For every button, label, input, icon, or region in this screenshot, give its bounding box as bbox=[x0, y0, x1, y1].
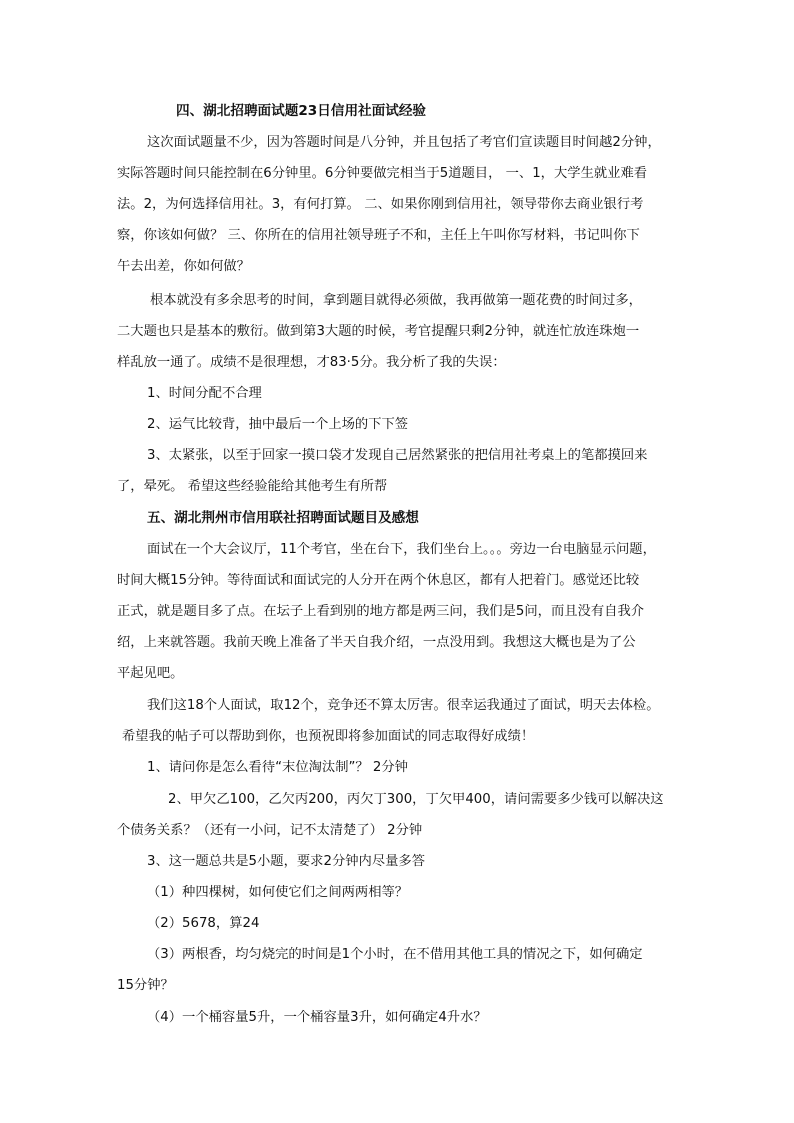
sub-question: （3）两根香，均匀烧完的时间是1个小时，在不借用其他工具的情况之下，如何确定 bbox=[147, 947, 643, 962]
list-item: 3、太紧张，以至于回家一摸口袋才发现自己居然紧张的把信用社考桌上的笔都摸回来 bbox=[147, 448, 648, 463]
question-item: 3、这一题总共是5小题，要求2分钟内尽量多答 bbox=[147, 854, 426, 869]
list-item: 1、时间分配不合理 bbox=[147, 386, 262, 401]
paragraph-line: 面试在一个大会议厅，11个考官，坐在台下，我们坐台上。。。旁边一台电脑显示问题， bbox=[147, 542, 656, 557]
section4-heading: 四、湖北招聘面试题23日信用社面试经验 bbox=[176, 103, 427, 119]
section5-heading: 五、湖北荆州市信用联社招聘面试题目及感想 bbox=[147, 510, 419, 526]
paragraph-line: 察，你该如何做？ 三、你所在的信用社领导班子不和，主任上午叫你写材料，书记叫你下 bbox=[117, 228, 640, 243]
paragraph-line: 根本就没有多余思考的时间，拿到题目就得必须做，我再做第一题花费的时间过多， bbox=[150, 293, 642, 308]
paragraph-line: 午去出差，你如何做？ bbox=[117, 259, 250, 274]
sub-question: （4）一个桶容量5升，一个桶容量3升，如何确定4升水？ bbox=[147, 1010, 487, 1025]
paragraph-line: 法。2，为何选择信用社。3，有何打算。 二、如果你刚到信用社，领导带你去商业银行考 bbox=[117, 197, 644, 212]
paragraph-line: 这次面试题量不少，因为答题时间是八分钟，并且包括了考官们宣读题目时间越2分钟， bbox=[147, 135, 661, 150]
sub-question: （1）种四棵树，如何使它们之间两两相等？ bbox=[147, 885, 409, 900]
paragraph-line: 正式，就是题目多了点。在坛子上看到别的地方都是两三问，我们是5问，而且没有自我介 bbox=[117, 604, 645, 619]
question-item: 2、甲欠乙100，乙欠丙200，丙欠丁300，丁欠甲400，请问需要多少钱可以解决这 bbox=[168, 792, 664, 807]
paragraph-line: 平起见吧。 bbox=[117, 666, 184, 681]
paragraph-line: 实际答题时间只能控制在6分钟里。6分钟要做完相当于5道题目， 一、1，大学生就业难看 bbox=[117, 166, 648, 181]
list-item-continuation: 了，晕死。 希望这些经验能给其他考生有所帮 bbox=[117, 479, 388, 494]
paragraph-line: 希望我的帖子可以帮助到你，也预祝即将参加面试的同志取得好成绩！ bbox=[122, 729, 535, 744]
sub-question-continuation: 15分钟？ bbox=[117, 978, 174, 993]
question-item: 1、请问你是怎么看待“末位淘汰制”？ 2分钟 bbox=[147, 760, 408, 775]
paragraph-line: 样乱放一通了。成绩不是很理想，才83·5分。我分析了我的失误： bbox=[117, 355, 506, 370]
question-item-continuation: 个债务关系？（还有一小问，记不太清楚了） 2分钟 bbox=[117, 823, 423, 838]
list-item: 2、运气比较背，抽中最后一个上场的下下签 bbox=[147, 417, 409, 432]
sub-question: （2）5678，算24 bbox=[147, 916, 260, 931]
paragraph-line: 二大题也只是基本的敷衍。做到第3大题的时候，考官提醒只剩2分钟，就连忙放连珠炮一 bbox=[117, 324, 640, 339]
paragraph-line: 时间大概15分钟。等待面试和面试完的人分开在两个休息区，都有人把着门。感觉还比较 bbox=[117, 573, 640, 588]
paragraph-line: 绍，上来就答题。我前天晚上准备了半天自我介绍，一点没用到。我想这大概也是为了公 bbox=[117, 635, 636, 650]
paragraph-line: 我们这18个人面试，取12个，竞争还不算太厉害。很幸运我通过了面试，明天去体检。 bbox=[147, 698, 660, 713]
